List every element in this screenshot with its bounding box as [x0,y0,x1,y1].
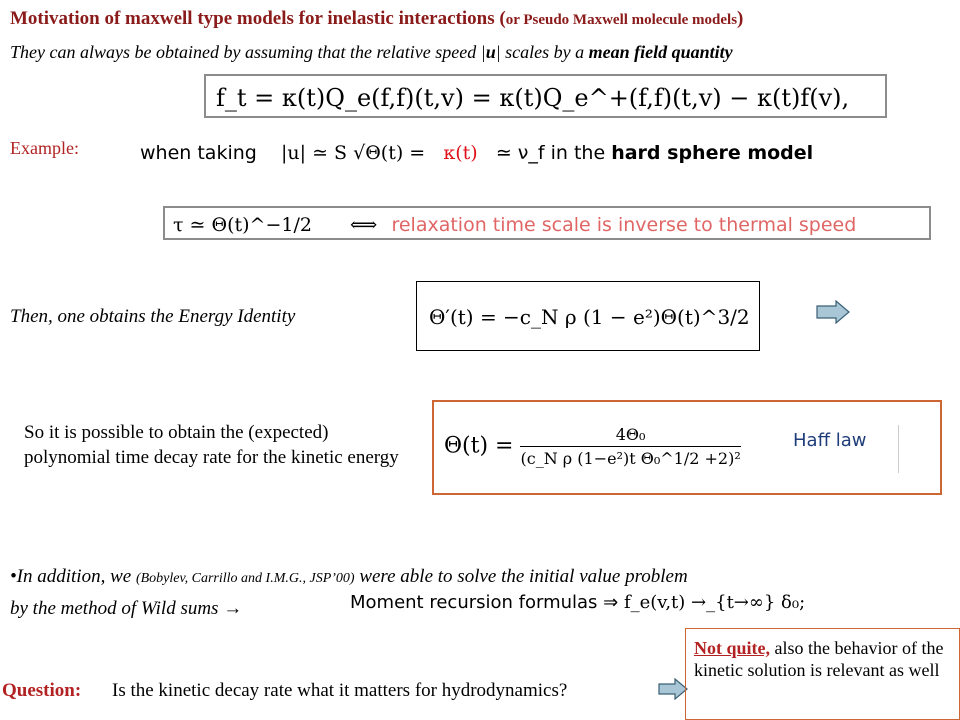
subtitle-before: They can always be obtained by assuming that the relative speed | [10,42,486,62]
relaxation-text: relaxation time scale is inverse to thermal speed [391,214,857,236]
boltzmann-equation: f_t = κ(t)Q_e(f,f)(t,v) = κ(t)Q_e^+(f,f)(t,v) − κ(t)f(v), [216,84,850,112]
slide-subtitle [10,42,733,63]
addition-rest: were able to solve the initial value problem [354,566,688,587]
energy-equation-box [416,281,760,351]
answer-box [685,628,960,720]
subtitle-u: u [485,42,496,62]
haff-description: So it is possible to obtain the (expected) polynomial time decay rate for the kinetic energy [24,422,399,468]
moment-formula [350,592,805,613]
subtitle-middle: | scales by a [495,42,589,62]
addition-line2: by the method of Wild sums → [10,598,243,619]
haff-numerator: 4Θ₀ [520,425,740,447]
moment-result: f_e(v,t) →_{t→∞} δ₀; [623,592,806,613]
example-hard-sphere: hard sphere model [611,142,814,164]
relaxation-box [163,206,931,240]
addition-cite: (Bobylev, Carrillo and I.M.G., JSP’00) [135,571,355,586]
answer-rest: also the behavior of the kinetic solution is relevant as well [694,638,944,680]
question-text: Is the kinetic decay rate what it matters for hydrodynamics? [112,680,568,701]
haff-label: Haff law [793,430,867,451]
bullet: • [10,566,17,587]
haff-fraction [520,425,740,468]
subtitle-bold: mean field quantity [588,42,733,62]
haff-lhs: Θ(t) = [444,433,514,459]
example-line [140,142,813,164]
example-approx-nu: ≃ ν_f in the [495,142,606,164]
example-when-taking: when taking [140,142,257,164]
haff-denominator: (c_N ρ (1−e²)t Θ₀^1/2 +2)² [520,449,741,468]
divider [898,425,899,473]
boltzmann-equation-box [204,74,887,118]
example-kappa: κ(t) [443,142,478,164]
relaxation-tau: τ ≃ Θ(t)^−1/2 [173,214,312,236]
right-arrow-icon [816,300,850,324]
energy-label: Then, one obtains the Energy Identity [10,306,296,327]
title-close: ) [737,8,744,29]
slide-title [10,8,743,30]
title-main: Motivation of maxwell type models for inelastic interactions ( [10,8,506,29]
right-arrow-icon [658,678,688,700]
answer-lead: Not quite, [694,638,770,658]
moment-text: Moment recursion formulas ⇒ [350,592,619,613]
addition-start: In addition, we [16,566,136,587]
question-label: Question: [2,680,82,701]
title-small: or Pseudo Maxwell molecule models [505,12,738,28]
relaxation-iff: ⟺ [349,214,378,236]
haff-equation [444,425,741,468]
example-scaling: |u| ≃ S √Θ(t) = [281,142,426,164]
energy-equation: Θ′(t) = −c_N ρ (1 − e²)Θ(t)^3/2 [429,305,750,329]
example-label: Example: [10,138,79,158]
